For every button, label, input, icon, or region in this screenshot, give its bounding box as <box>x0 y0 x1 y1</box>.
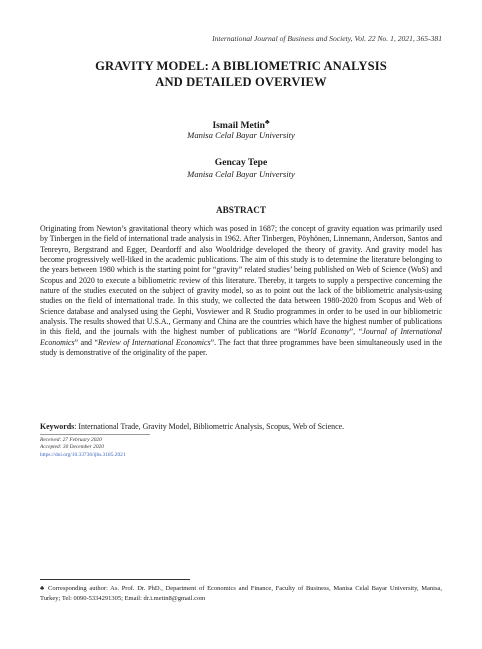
keywords-label: Keywords <box>40 422 75 431</box>
accepted-date: Accepted: 30 December 2020 <box>40 444 104 451</box>
divider <box>40 434 150 435</box>
title-line-1: GRAVITY MODEL: A BIBLIOMETRIC ANALYSIS <box>95 59 387 73</box>
author-1-name-text: Ismail Metin <box>212 120 265 132</box>
author-2-name: Gencay Tepe <box>214 157 268 168</box>
abstract-text-4: ”. The fact that three programmes have been simultaneously used in the study is demonstrative of the originality of the paper. <box>40 337 442 358</box>
abstract-text-1: Originating from Newton’s gravitational theory which was posed in 1687; the concept of gravity equation was primarily used by Tinbergen in the field of international trade analysis in 1962. After Tinbergen, Pöyhönen, Linnemann, Anderson, Santos and Tenreyro, Bergstrand and Egger, Deardorff and also Wooldridge developed the theory of gravity. And gravity model has become progressively well-liked in the academic publications. The aim of this study is to determine the literature belonging to the years between 1980 which is the starting point for “gravity” related studies’ being published on Web of Science (WoS) and Scopus and 2020 to execute a bibliometric review of this literature. Thereby, it targets to supply a perspective concerning the nature of the studies executed on the subject of gravity model, so as to point out the lack of the bibliometric analysis-using studies on the field of international trade. In this study, we collected the data between 1980-2020 from Scopus and Web of Science database and analysed using the Gephi, Vosviewer and R Studio programmes in order to be used in our bibliometric analysis. The results showed that U.S.A., Germany and China are the countries which have the highest number of publications in this field, and the journals with the highest number of publications are “ <box>40 224 442 337</box>
keywords <box>40 422 442 431</box>
doi-link[interactable]: https://doi.org/10.33736/ijbs.3185.2021 <box>40 451 126 458</box>
corresponding-marker: ♣ <box>264 118 270 126</box>
abstract-heading: ABSTRACT <box>215 205 267 215</box>
footnote-divider <box>40 579 190 580</box>
corresponding-author-footnote: ♣ Corresponding author: As. Prof. Dr. PhD., Department of Economics and Finance, Faculty of Business, Manisa Celal Bayar University, Manisa, Turkey; Tel: 0090-5334291305; Email: dr.i.metin8@gmail.com <box>40 585 442 602</box>
journal-name-1: World Economy <box>297 327 350 337</box>
author-1-affiliation: Manisa Celal Bayar University <box>187 130 295 140</box>
article-dates <box>40 437 126 459</box>
journal-header: International Journal of Business and Society, Vol. 22 No. 1, 2021, 365-381 <box>212 34 442 43</box>
journal-name-3: Review of International Economics <box>97 337 211 347</box>
keywords-text: : International Trade, Gravity Model, Bibliometric Analysis, Scopus, Web of Science. <box>74 422 345 431</box>
paper-title <box>40 58 442 90</box>
abstract-text-3: ” and “ <box>74 337 98 347</box>
journal-name-2: Journal of International Economics <box>40 327 442 347</box>
author-2-affiliation: Manisa Celal Bayar University <box>187 169 295 179</box>
title-line-2: AND DETAILED OVERVIEW <box>155 75 327 89</box>
abstract-body <box>40 224 442 358</box>
abstract-text-2: ”, “ <box>349 327 363 337</box>
received-date: Received: 27 February 2020 <box>40 437 102 443</box>
